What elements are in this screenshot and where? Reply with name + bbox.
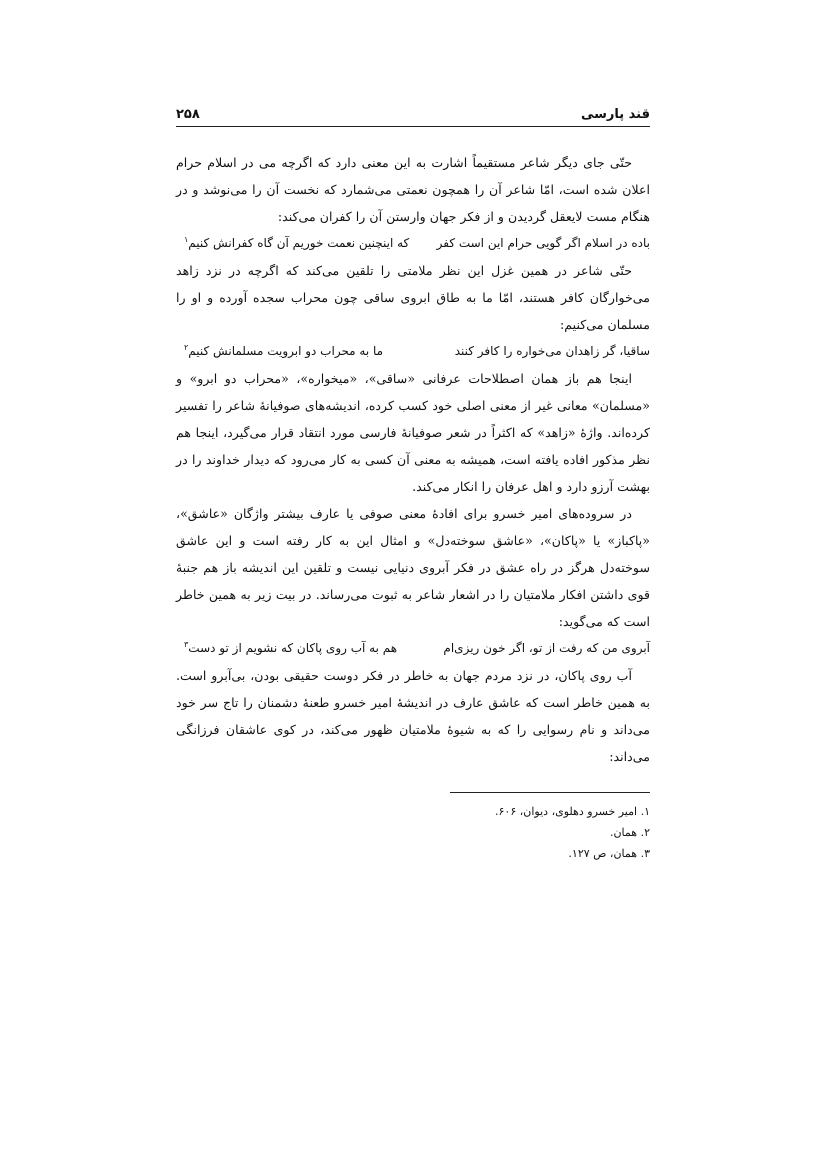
verse-1-first-hemistich: باده در اسلام اگر گویی حرام این است کفر [436, 236, 650, 250]
paragraph-2: حتّی شاعر در همین غزل این نظر ملامتی را تلقین می‌کند که اگرچه در نزد زاهد می‌خوارگان کافر هستند، امّا ما به طاق ابروی ساقی چون محراب سجده آورده و او را مسلمان می‌کنیم: [176, 263, 650, 332]
footnote-1: ۱. امیر خسرو دهلوی، دیوان، ۶۰۶. [495, 805, 650, 818]
verse-3-second-hemistich [184, 635, 397, 662]
footnote-ref-2: ۲ [184, 343, 189, 352]
paragraph-5: آب روی پاکان، در نزد مردم جهان به خاطر در فکر دوست حقیقی بودن، بی‌آبرو است. به همین خاطر است که عاشق عارف در اندیشهٔ امیر خسرو طعنهٔ دشمنان را تاج سر خود می‌داند و نام رسوایی را که به شیوهٔ ملامتیان ظهور می‌کند، در کوی عاشقان فرزانگی می‌داند: [176, 668, 650, 764]
verse-2-second-hemistich-text: ما به محراب دو ابرویت مسلمانش کنیم [188, 344, 384, 358]
verse-2-first-hemistich: ساقیا، گر زاهدان می‌خواره را کافر کنند [454, 344, 650, 358]
footnote-3: ۳. همان، ص ۱۲۷. [568, 847, 650, 860]
page-number: ۲۵۸ [176, 107, 200, 122]
footnote-2: ۲. همان. [609, 826, 650, 839]
verse-3 [176, 635, 650, 662]
footnote-divider [450, 792, 650, 793]
book-page [176, 98, 650, 864]
page-body [176, 149, 650, 770]
verse-3-second-hemistich-text: هم به آب روی پاکان که نشویم از تو دست [188, 641, 398, 655]
book-title: قند پارسی [580, 107, 650, 122]
verse-1-second-hemistich-text: که اینچنین نعمت خوریم آن گاه کفرانش کنیم [188, 236, 410, 250]
running-header [176, 98, 650, 127]
verse-1 [176, 230, 650, 257]
footnote-ref-3: ۳ [184, 640, 189, 649]
footnote-ref-1: ۱ [184, 235, 189, 244]
paragraph-1: حتّی جای دیگر شاعر مستقیماً اشارت به این معنی دارد که اگرچه می در اسلام حرام اعلان شده است، امّا شاعر آن را همچون نعمتی می‌شمارد که نخست آن را می‌نوشد و در هنگام مست لایعقل گردیدن و از فکر جهان وارستن آن را کفران می‌کند: [176, 155, 650, 224]
verse-3-first-hemistich: آبروی من که رفت از تو، اگر خون ریزی‌ام [443, 641, 650, 655]
verse-2 [176, 338, 650, 365]
paragraph-3: اینجا هم باز همان اصطلاحات عرفانی «ساقی»، «میخواره»، «محراب دو ابرو» و «مسلمان» معانی غیر از معنی اصلی خود کسب کرده، اندیشه‌های صوفیانهٔ شاعر را تفسیر کرده‌اند. واژهٔ «زاهد» که اکثراً در شعر صوفیانهٔ فارسی مورد انتقاد قرار می‌گیرد، اینجا هم نظر مذکور افاده یافته است، همیشه به معنی آن کسی به کار می‌رود که دیدار خداوند را در بهشت آرزو دارد و اهل عرفان را انکار می‌کند. [176, 371, 650, 494]
verse-2-second-hemistich [184, 338, 383, 365]
paragraph-4: در سروده‌های امیر خسرو برای افادهٔ معنی صوفی یا عارف بیشتر واژگان «عاشق»، «پاکباز» یا «پاکان»، «عاشق سوخته‌دل» و امثال این به کار رفته است و این عاشق سوخته‌دل هرگز در راه عشق در فکر آبروی دنیایی نیست و تلقین این اندیشه باز هم جنبهٔ قوی داشتن افکار ملامتیان را در اشعار شاعر به ثبوت می‌رساند. در بیت زیر به همین خاطر است که می‌گوید: [176, 506, 650, 629]
footnotes [176, 801, 650, 864]
verse-1-second-hemistich [184, 230, 409, 257]
